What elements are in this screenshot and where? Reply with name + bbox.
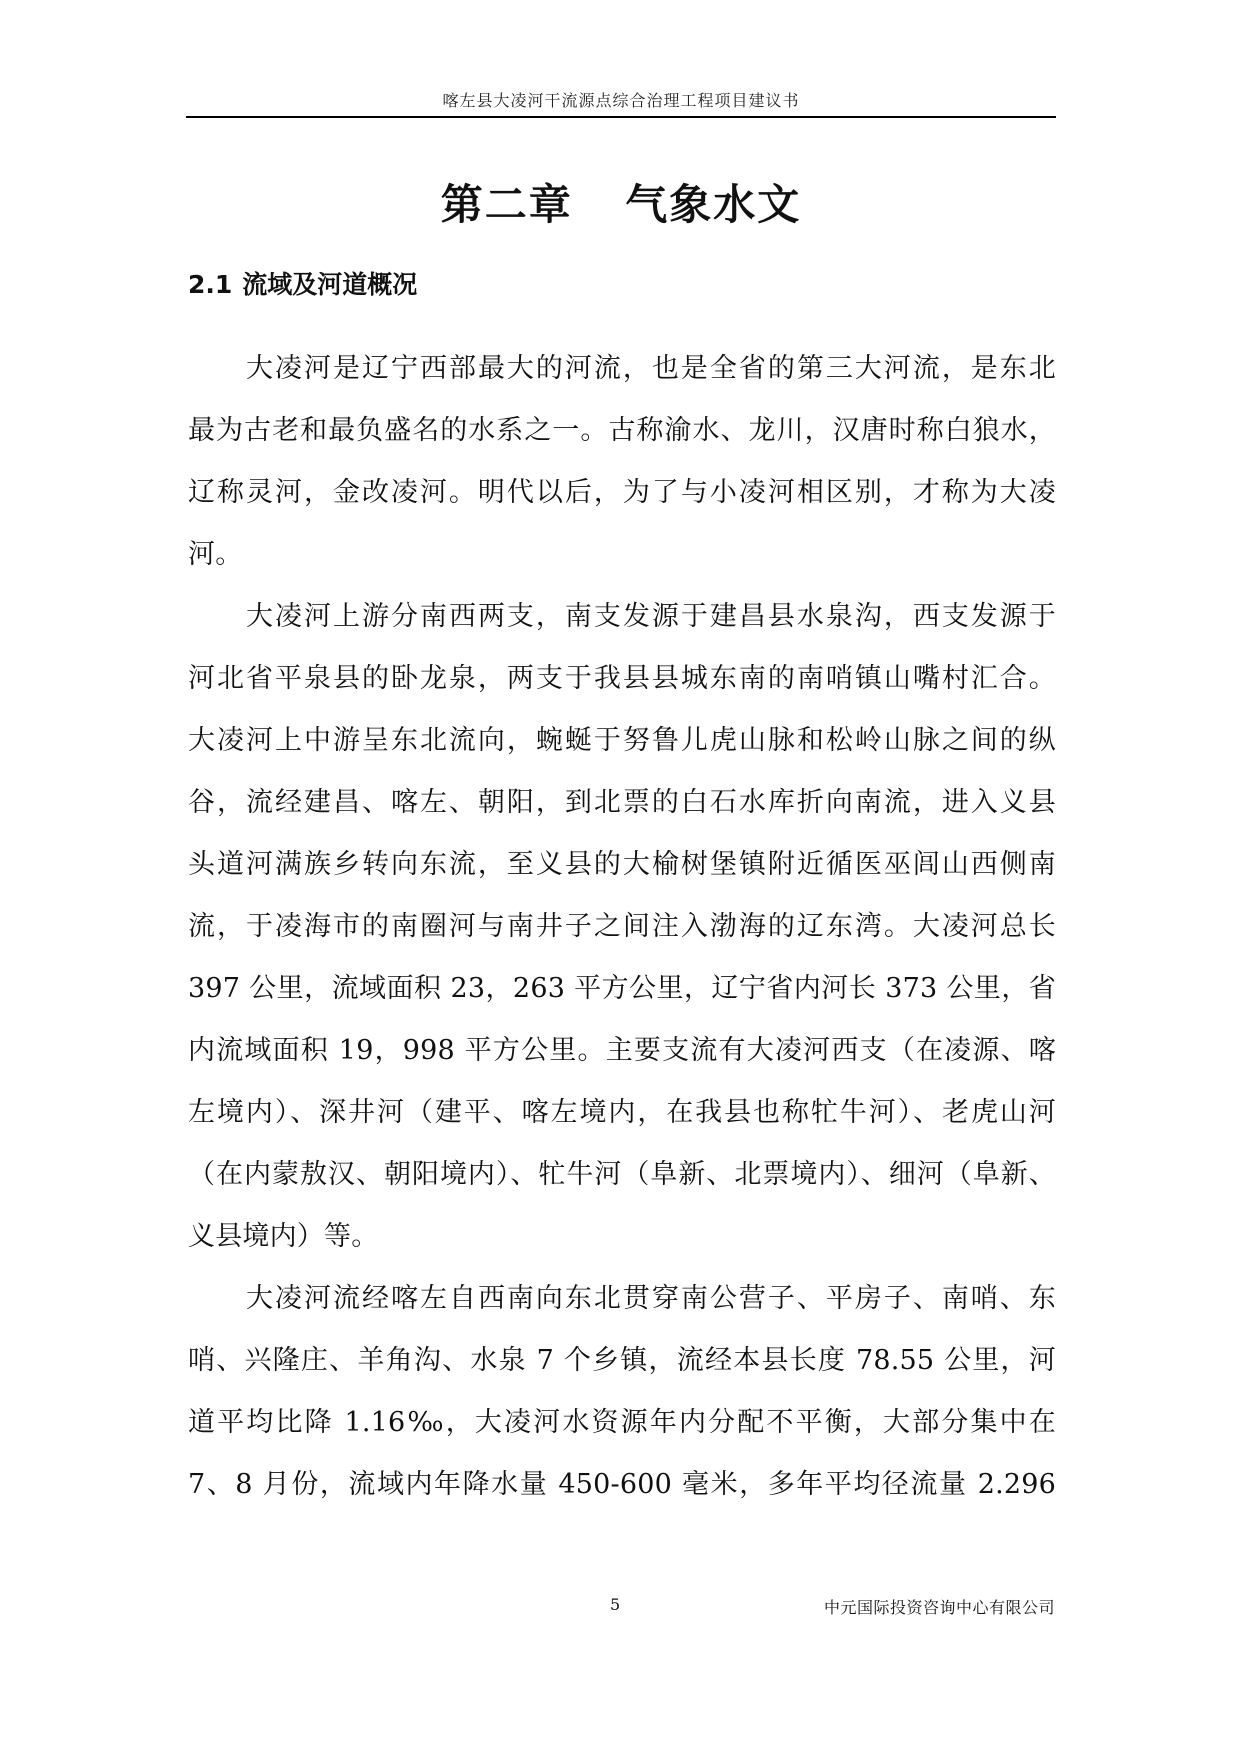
section-title: 流域及河道概况	[242, 270, 418, 299]
section-number: 2.1	[188, 270, 233, 299]
text-line: 大凌河上游分南西两支，南支发源于建昌县水泉沟，西支发源于	[246, 601, 1056, 632]
text-line: 哨、兴隆庄、羊角沟、水泉 7 个乡镇，流经本县长度 78.55 公里，河	[188, 1345, 1056, 1376]
footer-company: 中元国际投资咨询中心有限公司	[823, 1598, 1055, 1617]
text-line: 河。	[188, 539, 243, 570]
running-header: 喀左县大凌河干流源点综合治理工程项目建议书	[442, 91, 800, 110]
text-line: 大凌河流经喀左自西南向东北贯穿南公营子、平房子、南哨、东	[246, 1283, 1056, 1314]
text-line: 最为古老和最负盛名的水系之一。古称渝水、龙川，汉唐时称白狼水，	[188, 415, 1056, 446]
page-number: 5	[610, 1595, 621, 1614]
text-line: 左境内）、深井河（建平、喀左境内，在我县也称牤牛河）、老虎山河	[188, 1097, 1056, 1128]
text-line: （在内蒙敖汉、朝阳境内）、牤牛河（阜新、北票境内）、细河（阜新、	[188, 1159, 1056, 1190]
text-line: 大凌河上中游呈东北流向，蜿蜒于努鲁儿虎山脉和松岭山脉之间的纵	[188, 725, 1056, 756]
text-line: 7、8 月份，流域内年降水量 450-600 毫米，多年平均径流量 2.296	[188, 1469, 1056, 1500]
text-line: 内流域面积 19，998 平方公里。主要支流有大凌河西支（在凌源、喀	[188, 1035, 1056, 1066]
text-line: 谷，流经建昌、喀左、朝阳，到北票的白石水库折向南流，进入义县	[188, 787, 1056, 818]
header-rule	[186, 116, 1056, 118]
text-line: 义县境内）等。	[188, 1221, 379, 1252]
body-text	[188, 338, 1056, 1516]
text-line: 大凌河是辽宁西部最大的河流，也是全省的第三大河流，是东北	[246, 353, 1056, 384]
text-line: 河北省平泉县的卧龙泉，两支于我县县城东南的南哨镇山嘴村汇合。	[188, 663, 1056, 694]
chapter-title: 第二章 气象水文	[440, 180, 802, 229]
text-line: 辽称灵河，金改凌河。明代以后，为了与小凌河相区别，才称为大凌	[188, 477, 1056, 508]
text-line: 道平均比降 1.16‰，大凌河水资源年内分配不平衡，大部分集中在	[188, 1407, 1056, 1438]
text-line: 头道河满族乡转向东流，至义县的大榆树堡镇附近循医巫闾山西侧南	[188, 849, 1056, 880]
text-line: 397 公里，流域面积 23，263 平方公里，辽宁省内河长 373 公里，省	[188, 973, 1056, 1004]
section-heading	[188, 265, 417, 301]
text-line: 流，于凌海市的南圈河与南井子之间注入渤海的辽东湾。大凌河总长	[188, 911, 1056, 942]
